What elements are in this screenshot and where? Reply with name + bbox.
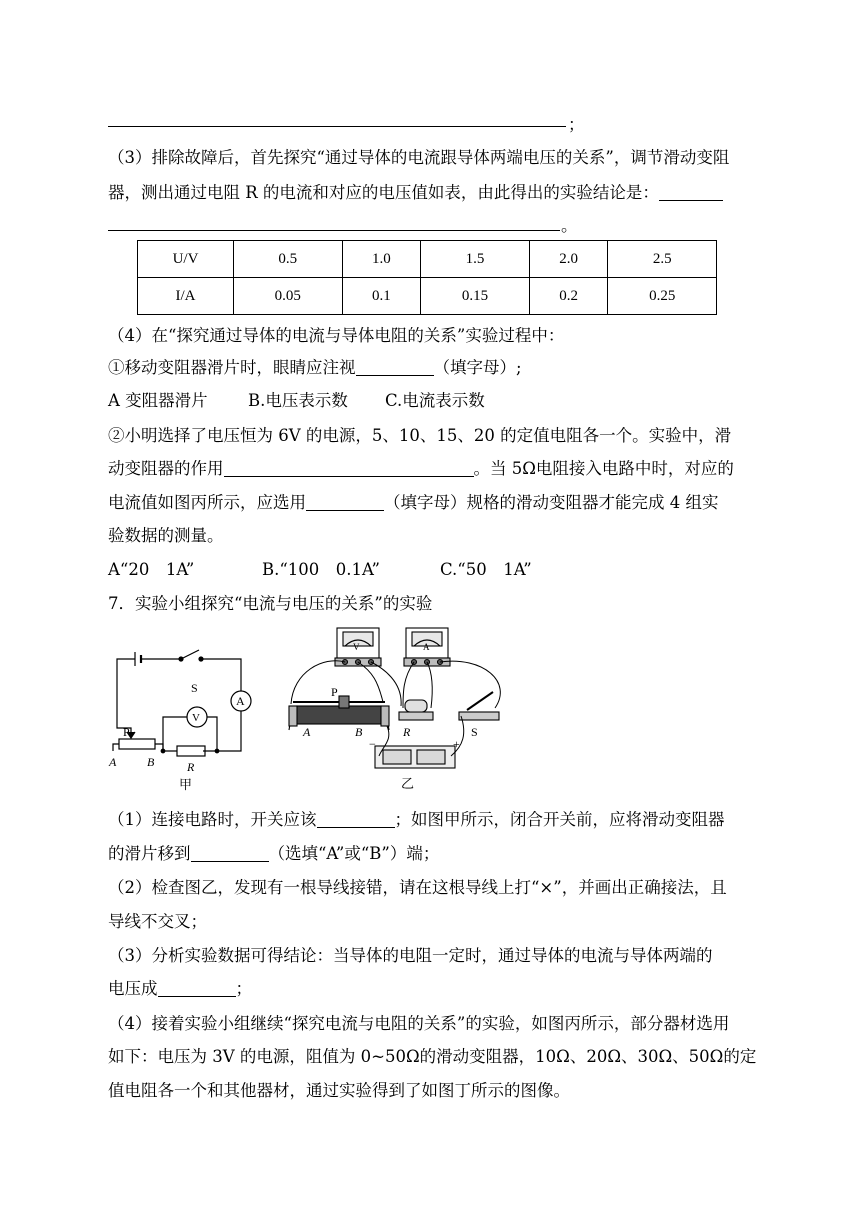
- table-header-cell: U/V: [138, 241, 234, 278]
- q7-part1-line2: [108, 842, 439, 866]
- circuit-diagram-jia: [105, 620, 265, 795]
- q6-sub2-text2: 。当 5Ω电阻接入电路中时，对应的: [473, 459, 734, 478]
- q7-part4-line2: 如下：电压为 3V 的电源，阻值为 0~50Ω的滑动变阻器，10Ω、20Ω、30Ω、50Ω的定: [108, 1047, 757, 1066]
- table-cell: 1.0: [342, 241, 421, 278]
- answer-blank[interactable]: [191, 843, 269, 862]
- table-cell: 2.5: [608, 241, 717, 278]
- table-cell: 0.5: [234, 241, 343, 278]
- q7-part3-line2: [108, 977, 252, 1001]
- q6-sub2-text3: 电流值如图丙所示，应选用: [108, 493, 306, 512]
- q6-part3-line2: [108, 181, 723, 205]
- option-c: C.“50 1A”: [440, 560, 532, 579]
- q7-part1-text3: 的滑片移到: [108, 844, 191, 863]
- answer-blank[interactable]: [224, 458, 474, 477]
- q6-sub2-line4: 验数据的测量。: [108, 526, 224, 545]
- q7-part3-punct: ；: [235, 979, 252, 998]
- q7-part4-line3: 值电阻各一个和其他器材，通过实验得到了如图丁所示的图像。: [108, 1081, 570, 1100]
- apparatus-figure-yi: [283, 622, 523, 794]
- label-end-B: B: [355, 725, 363, 739]
- q6-sub2-line2: [108, 457, 734, 481]
- label-minus: −: [369, 737, 376, 751]
- table-row: [138, 241, 717, 278]
- label-S: S: [191, 681, 198, 695]
- option-c: C.电流表示数: [385, 391, 485, 410]
- answer-blank[interactable]: [659, 182, 723, 201]
- q7-part1-text2: ；如图甲所示，闭合开关前，应将滑动变阻器: [394, 810, 725, 829]
- label-end-B: B: [147, 755, 155, 769]
- figure-caption-jia: 甲: [179, 777, 193, 792]
- label-voltmeter: V: [353, 642, 360, 652]
- q6-sub1-hint: （填字母）;: [433, 358, 522, 377]
- option-b: B.电压表示数: [248, 391, 348, 410]
- q7-part3-line1: （3）分析实验数据可得结论：当导体的电阻一定时，通过导体的电流与导体两端的: [108, 946, 713, 965]
- answer-line: [108, 126, 566, 127]
- q6-part4-line: （4）在“探究通过导体的电流与导体电阻的关系”实验过程中：: [108, 326, 565, 345]
- table-cell: 0.15: [421, 278, 530, 315]
- q7-part1-hint: （选填“A”或“B”）端；: [268, 844, 440, 863]
- label-S: S: [471, 725, 478, 739]
- line-end-punct: ；: [568, 115, 585, 134]
- table-cell: 0.2: [529, 278, 608, 315]
- table-cell: 0.1: [342, 278, 421, 315]
- figure-caption-yi: 乙: [401, 776, 415, 791]
- option-b: B.“100 0.1A”: [262, 560, 380, 579]
- q6-part4-sub1: [108, 356, 522, 380]
- answer-blank[interactable]: [306, 492, 384, 511]
- q6-sub2-line3: [108, 491, 719, 515]
- q6-sub2-text: 动变阻器的作用: [108, 459, 224, 478]
- q7-part1-line1: [108, 808, 725, 832]
- q7-title: 7．实验小组探究“电流与电压的关系”的实验: [108, 594, 433, 613]
- q7-part4-line1: （4）接着实验小组继续“探究电流与电阻的关系”的实验，如图丙所示，部分器材选用: [108, 1014, 730, 1033]
- q6-part3-text: 器，测出通过电阻 R 的电流和对应的电压值如表，由此得出的实验结论是：: [108, 183, 659, 202]
- label-P: P: [331, 685, 338, 699]
- q7-part2-line2: 导线不交叉；: [108, 912, 207, 931]
- answer-blank[interactable]: [158, 978, 236, 997]
- label-ammeter: A: [423, 642, 430, 652]
- table-header-cell: I/A: [138, 278, 234, 315]
- q7-part1-text: （1）连接电路时，开关应该: [108, 810, 317, 829]
- label-voltmeter: V: [192, 712, 200, 724]
- table-cell: 0.25: [608, 278, 717, 315]
- label-end-A: A: [109, 755, 117, 769]
- table-cell: 2.0: [529, 241, 608, 278]
- label-R: R: [187, 760, 195, 774]
- q6-sub2-line1: ②小明选择了电压恒为 6V 的电源，5、10、15、20 的定值电阻各一个。实验中，滑: [108, 426, 732, 445]
- q7-part2-line1: （2）检查图乙，发现有一根导线接错，请在这根导线上打“×”，并画出正确接法，且: [108, 878, 727, 897]
- label-R: R: [403, 725, 411, 739]
- q7-part3-text: 电压成: [108, 979, 158, 998]
- table-cell: 1.5: [421, 241, 530, 278]
- answer-blank[interactable]: [356, 357, 434, 376]
- q6-sub1-text: ①移动变阻器滑片时，眼睛应注视: [108, 358, 356, 377]
- voltage-current-table: [137, 240, 717, 315]
- option-a: A 变阻器滑片: [108, 391, 208, 410]
- q6-sub2-text4: （填字母）规格的滑动变阻器才能完成 4 组实: [384, 493, 719, 512]
- label-P: P: [123, 725, 130, 739]
- label-ammeter: A: [236, 694, 245, 708]
- table-cell: 0.05: [234, 278, 343, 315]
- label-plus: +: [453, 737, 460, 751]
- answer-blank[interactable]: [317, 809, 395, 828]
- line-end-punct: 。: [561, 216, 578, 235]
- label-end-A: A: [303, 725, 311, 739]
- q6-part3-line1: （3）排除故障后，首先探究“通过导体的电流跟导体两端电压的关系”，调节滑动变阻: [108, 148, 730, 167]
- table-row: [138, 278, 717, 315]
- option-a: A“20 1A”: [108, 560, 195, 579]
- answer-line[interactable]: [108, 230, 560, 231]
